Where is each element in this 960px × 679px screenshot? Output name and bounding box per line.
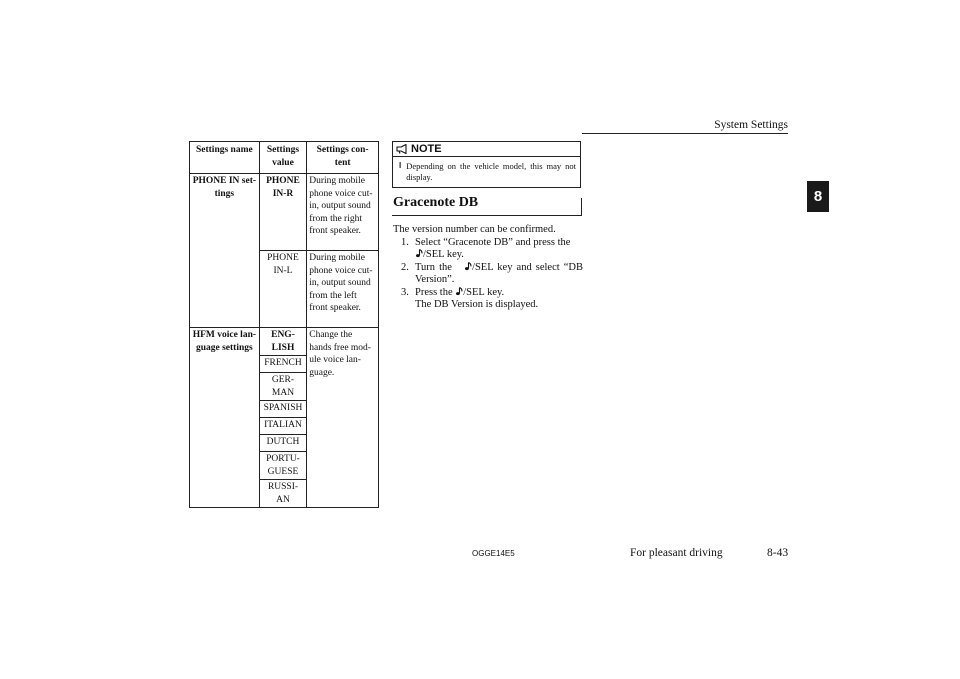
setting-content: During mobile phone voice cut-in, output sound from the right front speaker.	[307, 174, 379, 251]
setting-value: PORTU-GUESE	[259, 452, 307, 480]
setting-value: FRENCH	[259, 356, 307, 373]
step-item	[401, 262, 583, 287]
table-header-row	[190, 142, 379, 174]
header-settings-value: Settings value	[259, 142, 307, 174]
step-number: 3.	[401, 286, 409, 298]
step-number: 2.	[401, 261, 409, 273]
setting-value: SPANISH	[259, 401, 307, 418]
header-settings-content: Settings con-tent	[307, 142, 379, 174]
section-body	[393, 224, 583, 312]
page-number: 8-43	[767, 547, 789, 559]
note-header	[393, 142, 580, 157]
table-row	[190, 174, 379, 251]
setting-content: During mobile phone voice cut-in, output sound from the left front speaker.	[307, 251, 379, 328]
note-box	[392, 141, 581, 188]
table-row	[190, 328, 379, 356]
setting-value: ITALIAN	[259, 418, 307, 435]
step-text-before: Press the	[415, 286, 453, 298]
footer-section-title: For pleasant driving	[630, 547, 723, 559]
setting-name-hfm-voice: HFM voice lan-guage settings	[190, 328, 260, 508]
section-intro: The version number can be confirmed.	[393, 224, 556, 235]
step-number: 1.	[401, 236, 409, 248]
setting-value: PHONE IN-L	[259, 251, 307, 328]
step-text	[415, 237, 583, 262]
step-text	[415, 287, 583, 312]
music-note-icon	[464, 262, 472, 271]
step-result: The DB Version is displayed.	[415, 299, 539, 310]
section-rule	[392, 215, 582, 216]
setting-content: Change the hands free mod-ule voice lan-guage.	[307, 328, 379, 508]
step-text	[415, 262, 583, 287]
step-item	[401, 287, 583, 312]
setting-value: DUTCH	[259, 435, 307, 452]
setting-value: RUSSI-AN	[259, 480, 307, 508]
page-header-title: System Settings	[714, 119, 788, 131]
header-settings-name: Settings name	[190, 142, 260, 174]
note-bullet: l	[399, 161, 402, 170]
settings-table	[189, 141, 379, 508]
setting-value: GER-MAN	[259, 373, 307, 401]
step-text-after: /SEL key.	[423, 249, 464, 260]
header-rule	[582, 133, 788, 134]
setting-value: ENG-LISH	[259, 328, 307, 356]
note-text: Depending on the vehicle model, this may not display.	[406, 161, 576, 182]
section-heading: Gracenote DB	[393, 195, 479, 210]
note-body	[393, 157, 580, 182]
section-rule-end	[581, 198, 582, 215]
note-label: NOTE	[411, 143, 442, 155]
step-text-before: Turn the	[415, 261, 452, 273]
step-text-before: Select “Gracenote DB” and press the	[415, 236, 571, 248]
step-text-after: /SEL key and select “DB Version”.	[415, 261, 583, 285]
setting-name-phone-in: PHONE IN set-tings	[190, 174, 260, 328]
chapter-tab: 8	[807, 181, 829, 212]
setting-value: PHONE IN-R	[259, 174, 307, 251]
note-icon	[396, 144, 408, 154]
music-note-icon	[415, 249, 423, 258]
document-code: OGGE14E5	[472, 549, 515, 558]
step-item	[401, 237, 583, 262]
step-text-after: /SEL key.	[463, 286, 505, 298]
